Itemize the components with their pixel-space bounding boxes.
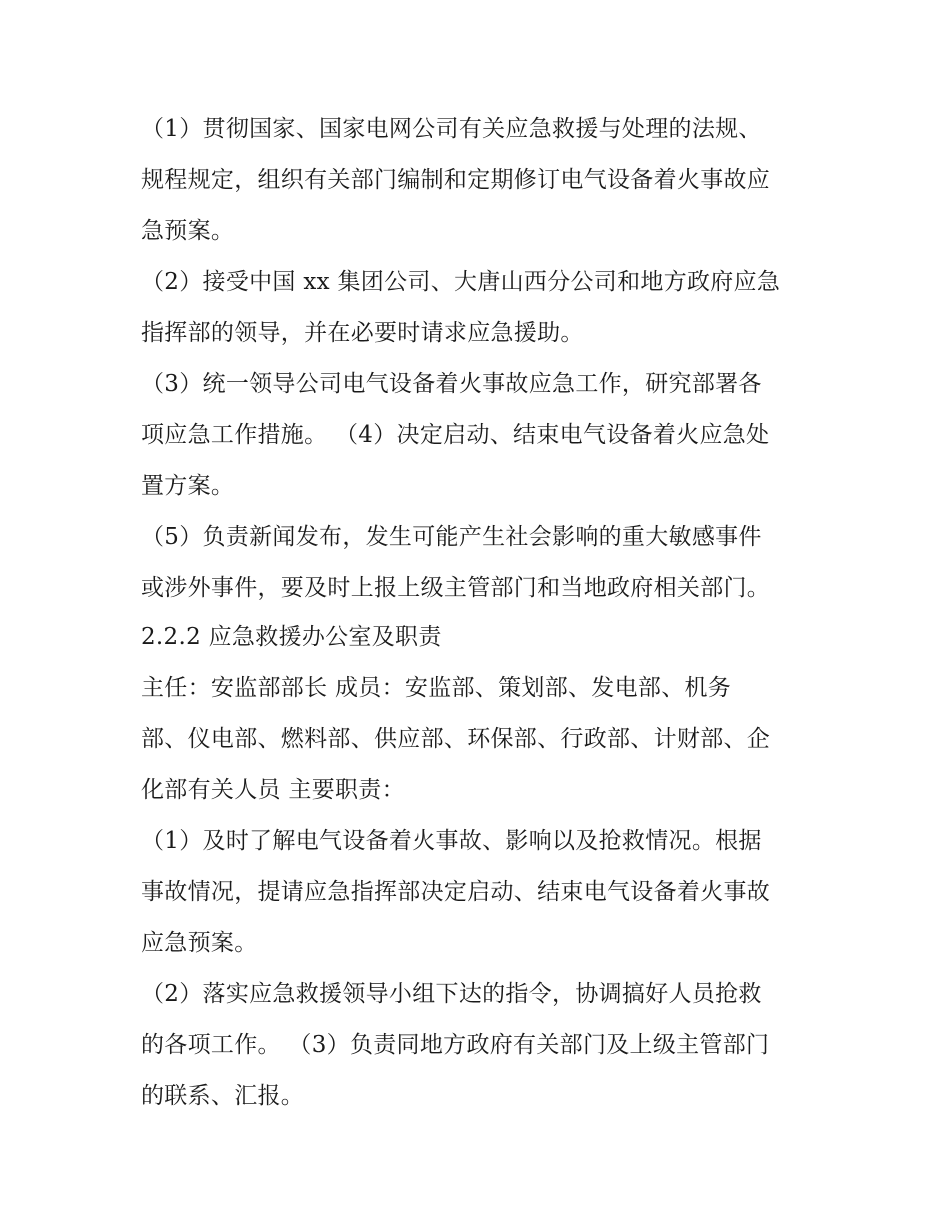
paragraph-line: （2）落实应急救援领导小组下达的指令，协调搞好人员抢救 xyxy=(141,981,762,1007)
paragraph-line: 化部有关人员 主要职责： xyxy=(141,777,405,803)
paragraph-line: （2）接受中国 xx 集团公司、大唐山西分公司和地方政府应急 xyxy=(141,269,781,295)
paragraph-line: （1）贯彻国家、国家电网公司有关应急救援与处理的法规、 xyxy=(141,116,762,142)
paragraph-line: （1）及时了解电气设备着火事故、影响以及抢救情况。根据 xyxy=(141,828,762,854)
paragraph-line: （3）统一领导公司电气设备着火事故应急工作，研究部署各 xyxy=(141,371,762,397)
paragraph-line: 的各项工作。 （3）负责同地方政府有关部门及上级主管部门 xyxy=(141,1032,770,1058)
section-heading: 2.2.2 应急救援办公室及职责 xyxy=(141,624,442,650)
paragraph-line: 主任：安监部部长 成员：安监部、策划部、发电部、机务 xyxy=(141,675,732,701)
paragraph-line: 事故情况，提请应急指挥部决定启动、结束电气设备着火事故 xyxy=(141,879,771,905)
paragraph-line: 部、仪电部、燃料部、供应部、环保部、行政部、计财部、企 xyxy=(141,726,771,752)
paragraph-line: 急预案。 xyxy=(141,218,235,244)
paragraph-line: 置方案。 xyxy=(141,473,235,499)
paragraph-line: 指挥部的领导，并在必要时请求应急援助。 xyxy=(141,320,584,346)
paragraph-line: 或涉外事件，要及时上报上级主管部门和当地政府相关部门。 xyxy=(141,575,771,601)
paragraph-line: 规程规定，组织有关部门编制和定期修订电气设备着火事故应 xyxy=(141,167,771,193)
paragraph-line: 项应急工作措施。 （4）决定启动、结束电气设备着火应急处 xyxy=(141,422,770,448)
paragraph-line: 应急预案。 xyxy=(141,930,258,956)
paragraph-line: （5）负责新闻发布，发生可能产生社会影响的重大敏感事件 xyxy=(141,524,762,550)
paragraph-line: 的联系、汇报。 xyxy=(141,1083,305,1109)
